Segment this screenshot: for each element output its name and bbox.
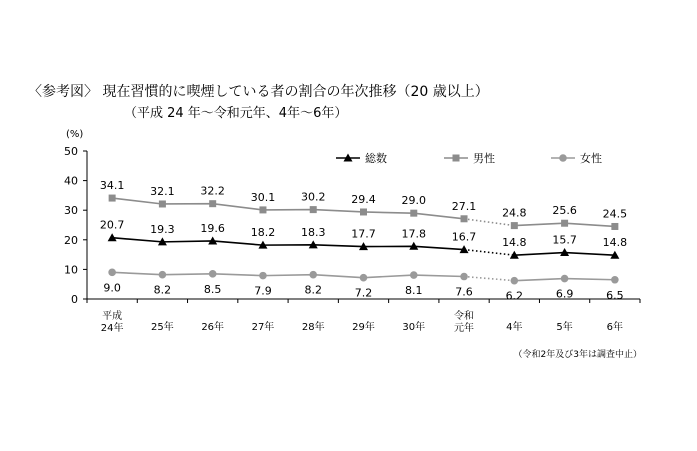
y-tick-label: 40 <box>64 174 78 188</box>
data-label: 7.9 <box>254 284 272 298</box>
data-label: 25.6 <box>552 204 577 218</box>
y-tick-label: 30 <box>64 204 78 218</box>
data-point-marker <box>309 271 317 279</box>
data-point-marker <box>511 222 518 229</box>
data-point-marker <box>310 206 317 213</box>
x-tick-label: 30年 <box>402 322 426 333</box>
legend <box>336 151 602 165</box>
series-gap-connector <box>464 219 514 226</box>
data-point-marker <box>561 275 569 283</box>
y-axis-unit-label: (%) <box>66 129 84 140</box>
data-label: 34.1 <box>99 179 125 193</box>
data-label: 7.6 <box>455 285 473 299</box>
data-point-marker <box>209 270 217 278</box>
series-gap-connector <box>464 250 514 256</box>
data-label: 14.8 <box>502 236 527 250</box>
data-point-marker <box>410 210 417 217</box>
legend-item <box>336 151 387 165</box>
data-point-marker <box>559 154 567 162</box>
data-label: 6.9 <box>555 287 574 301</box>
data-point-marker <box>360 208 367 215</box>
x-tick-label: 4年 <box>506 322 523 333</box>
data-label: 18.3 <box>300 225 326 239</box>
data-point-marker <box>410 271 418 279</box>
data-label: 7.2 <box>354 286 373 300</box>
data-label: 19.6 <box>200 221 225 235</box>
x-tick-label: 令和 <box>454 311 475 322</box>
legend-item <box>444 151 495 165</box>
y-tick-label: 20 <box>64 233 78 247</box>
data-label: 24.8 <box>502 206 527 220</box>
data-label: 17.7 <box>351 227 376 241</box>
x-tick-label: 平成 <box>102 311 123 322</box>
x-tick-label: 29年 <box>352 322 375 333</box>
data-label: 14.8 <box>602 236 628 250</box>
series-女性 <box>103 269 623 303</box>
data-label: 15.7 <box>552 233 577 247</box>
data-label: 24.5 <box>602 207 628 221</box>
data-label: 30.2 <box>300 190 326 204</box>
x-tick-label: 6年 <box>606 322 624 333</box>
data-point-marker <box>461 215 468 222</box>
data-point-marker <box>109 195 116 202</box>
footnote: （令和2年及び3年は調査中止） <box>513 350 642 360</box>
x-tick-label: 24年 <box>100 323 124 334</box>
data-label: 8.2 <box>304 283 322 297</box>
data-point-marker <box>259 206 266 213</box>
legend-label: 男性 <box>473 152 495 165</box>
data-point-marker <box>561 220 568 227</box>
y-tick-label: 50 <box>64 145 78 158</box>
data-point-marker <box>360 274 368 282</box>
chart-title: 〈参考図〉 現在習慣的に喫煙している者の割合の年次推移（20 歳以上） <box>28 84 489 100</box>
y-tick-label: 10 <box>64 263 78 277</box>
data-label: 27.1 <box>451 199 477 213</box>
data-point-marker <box>209 200 216 207</box>
data-label: 8.1 <box>405 284 423 298</box>
data-point-marker <box>453 155 460 162</box>
x-tick-label: 27年 <box>251 322 275 333</box>
data-point-marker <box>611 223 618 230</box>
data-label: 6.5 <box>606 288 624 302</box>
data-label: 29.4 <box>351 192 376 206</box>
data-label: 9.0 <box>103 281 121 295</box>
x-tick-label: 5年 <box>556 322 573 333</box>
series-layer <box>100 179 627 303</box>
x-tick-label: 元年 <box>454 323 475 334</box>
data-label: 20.7 <box>99 218 125 232</box>
data-label: 32.1 <box>150 184 175 198</box>
data-label: 8.5 <box>203 282 222 296</box>
data-label: 30.1 <box>250 190 276 204</box>
data-label: 6.2 <box>505 289 524 303</box>
series-男性 <box>100 179 627 230</box>
series-gap-connector <box>464 277 514 281</box>
data-point-marker <box>611 276 619 284</box>
legend-label: 女性 <box>580 152 602 165</box>
data-point-marker <box>511 277 519 285</box>
data-point-marker <box>159 271 167 279</box>
legend-label: 総数 <box>365 152 387 165</box>
data-label: 18.2 <box>250 226 276 240</box>
x-tick-label: 28年 <box>301 322 325 333</box>
data-point-marker <box>259 272 267 280</box>
data-label: 19.3 <box>150 222 175 236</box>
data-label: 29.0 <box>401 194 427 208</box>
data-point-marker <box>108 269 116 277</box>
y-tick-label: 0 <box>71 293 78 306</box>
data-point-marker <box>460 273 468 281</box>
legend-item <box>551 151 602 165</box>
data-label: 8.2 <box>153 283 172 297</box>
data-label: 16.7 <box>451 230 477 244</box>
x-tick-label: 25年 <box>151 322 174 333</box>
data-label: 32.2 <box>200 184 225 198</box>
data-point-marker <box>159 200 166 207</box>
chart-subtitle: （平成 24 年～令和元年、4年～6年） <box>124 106 348 121</box>
x-tick-label: 26年 <box>201 322 225 333</box>
data-label: 17.8 <box>401 227 427 241</box>
